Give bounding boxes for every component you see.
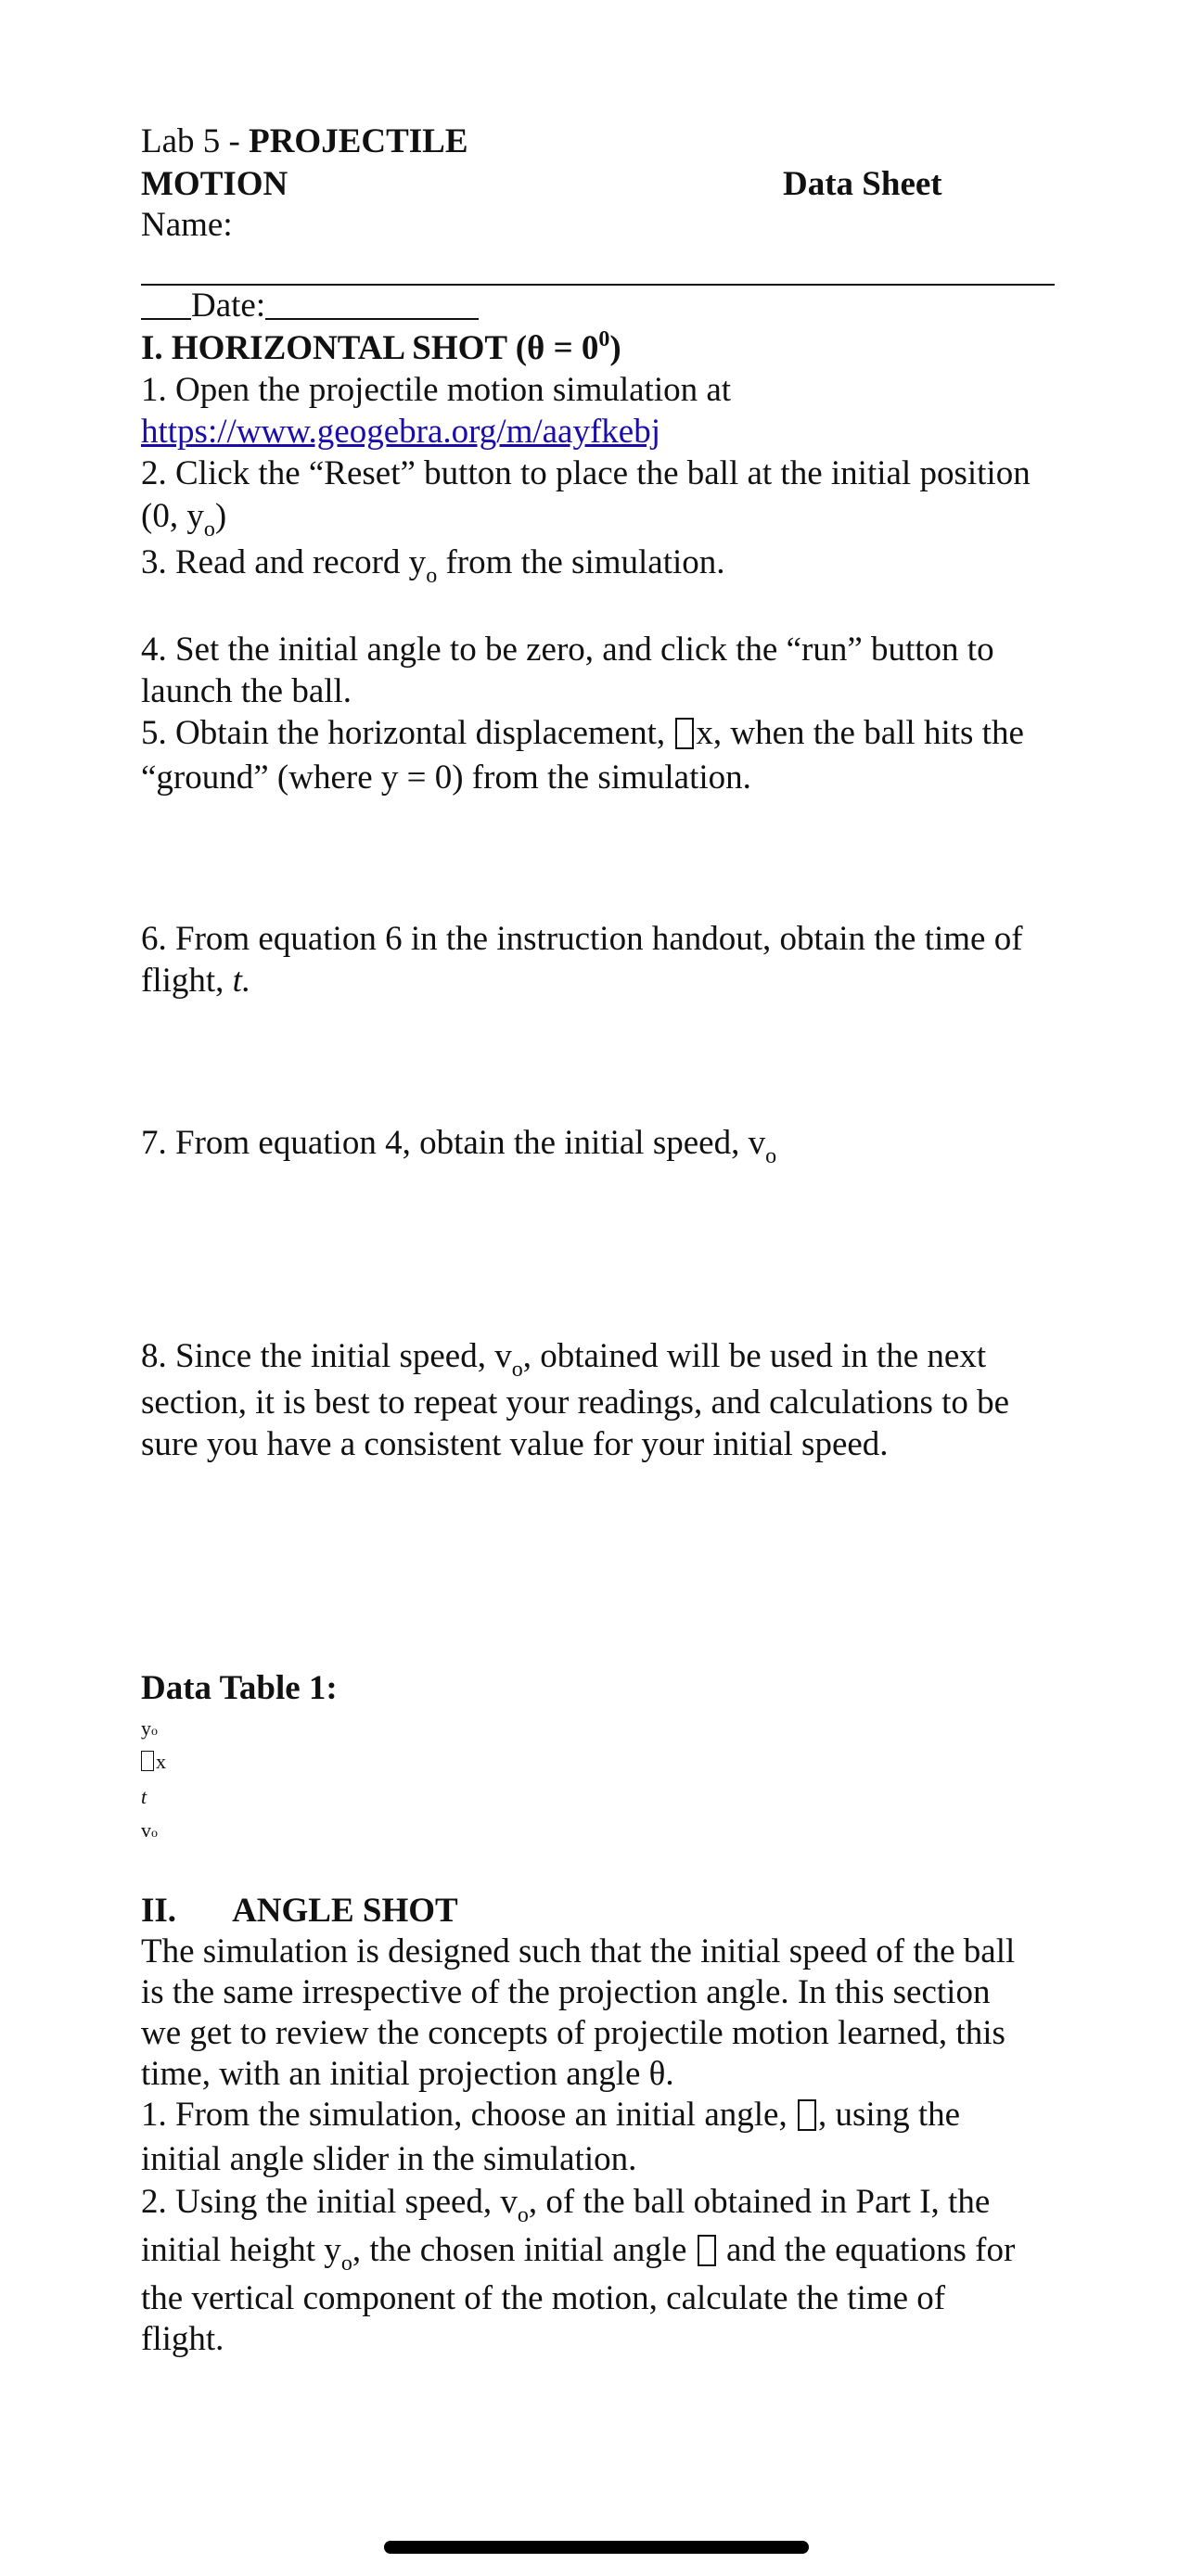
step2-line1: 2. Click the “Reset” button to place the ball at the initial position: [141, 454, 1031, 492]
date-label: Date:: [191, 287, 266, 325]
step8-line2: section, it is best to repeat your readings, and calculations to be: [141, 1384, 1010, 1422]
missing-glyph-delta-small: [141, 1751, 154, 1771]
section2-step2-line2: initial height $y_o$, the chosen initial angle and the equations for: [141, 2231, 1016, 2276]
data-sheet-label: Data Sheet: [783, 165, 942, 203]
lab-title-line1: [141, 121, 468, 163]
section2-intro-line2: is the same irrespective of the projection angle. In this section: [141, 1973, 991, 2011]
section2-heading: II. ANGLE SHOT: [141, 1892, 458, 1930]
step4-line2: launch the ball.: [141, 672, 352, 710]
step4-line1: 4. Set the initial angle to be zero, and click the “run” button to: [141, 631, 994, 669]
date-line: [141, 285, 479, 327]
step7: 7. From equation 4, obtain the initial speed, $v_o$: [141, 1124, 777, 1168]
lab-title-line2: MOTION: [141, 165, 288, 203]
missing-glyph-theta: [798, 2099, 816, 2131]
section2-step2-line1: 2. Using the initial speed, $v_o$, of the ball obtained in Part I, the: [141, 2183, 991, 2227]
section2-step2-line4: flight.: [141, 2320, 224, 2358]
step3: 3. Read and record $y_o$ from the simulation.: [141, 543, 725, 588]
step5-line1: 5. Obtain the horizontal displacement, x, when the ball hits the: [141, 714, 1024, 752]
missing-glyph-delta: [675, 718, 694, 749]
section2-step1-line1: 1. From the simulation, choose an initial angle, , using the: [141, 2096, 961, 2134]
section2-intro-line3: we get to review the concepts of projectile motion learned, this: [141, 2014, 1005, 2052]
section1-heading: I. HORIZONTAL SHOT $(\theta = 0^0)$: [141, 327, 621, 367]
data-table-row-vo: vo: [141, 1818, 158, 1842]
step2-line2: (0, $y_o$): [141, 497, 227, 542]
lab-title-word1: PROJECTILE: [249, 122, 468, 160]
step5-line2: “ground” (where y = 0) from the simulation.: [141, 759, 751, 797]
missing-glyph-theta-2: [698, 2235, 716, 2266]
name-label: Name:: [141, 206, 233, 244]
step8-line1: 8. Since the initial speed, $v_o$, obtained will be used in the next: [141, 1337, 987, 1382]
section2-step1-line2: initial angle slider in the simulation.: [141, 2140, 637, 2178]
simulation-link[interactable]: https://www.geogebra.org/m/aayfkebj: [141, 413, 661, 451]
data-table-row-yo: yo: [141, 1716, 158, 1740]
home-indicator[interactable]: [384, 2541, 809, 2554]
step8-line3: sure you have a consistent value for your initial speed.: [141, 1425, 889, 1463]
lab-prefix: Lab 5 -: [141, 122, 250, 160]
section2-step2-line3: the vertical component of the motion, calculate the time of: [141, 2279, 946, 2317]
data-table-row-dx: x: [141, 1745, 166, 1779]
data-table-row-t: t: [141, 1785, 147, 1808]
section2-intro-line4: time, with an initial projection angle θ.: [141, 2055, 674, 2093]
step6-line2: flight, t.: [141, 962, 251, 1000]
data-table-title: Data Table 1:: [141, 1669, 338, 1707]
section2-intro-line1: The simulation is designed such that the initial speed of the ball: [141, 1932, 1016, 1970]
step6-line1: 6. From equation 6 in the instruction handout, obtain the time of: [141, 920, 1023, 958]
step1-text: 1. Open the projectile motion simulation at: [141, 371, 732, 409]
